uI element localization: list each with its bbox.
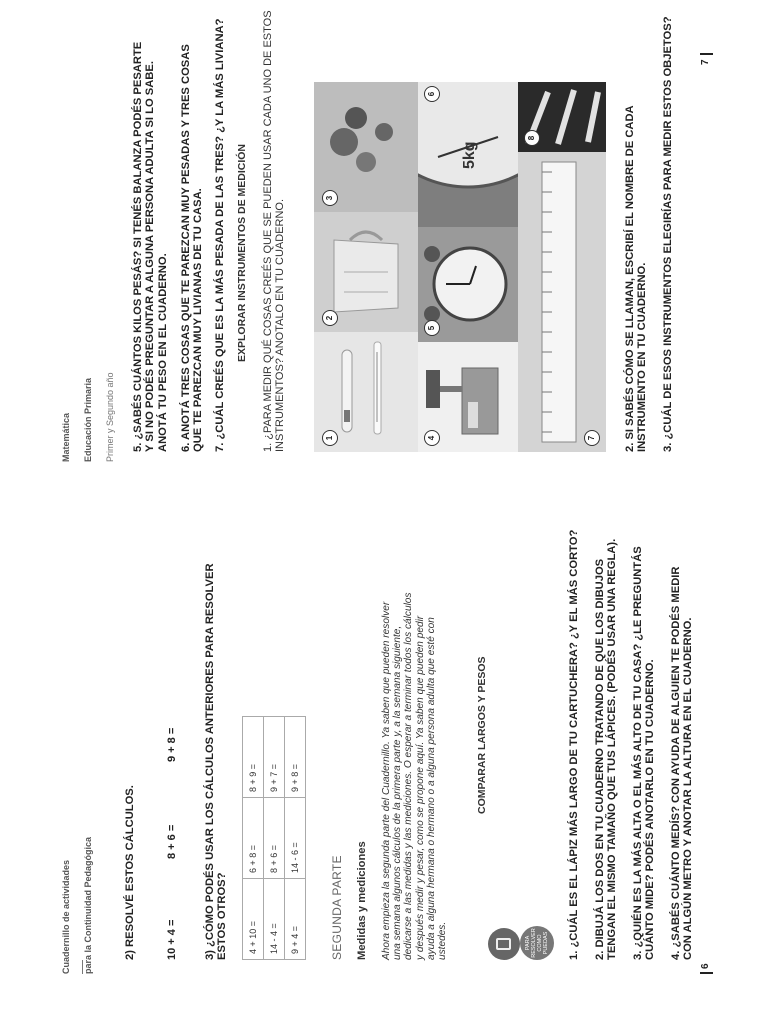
comparar-heading: COMPARAR LARGOS Y PESOS bbox=[476, 656, 488, 814]
intro-paragraph: Ahora empieza la segunda parte del Cuadernillo. Ya saben que pueden resolver una semana algunos cálculos de la primera parte y, a la semana siguiente, dedicarse a las medidas y las mediciones. O esperar a terminar todos los cálculos y después medir y pesar, como se propone aquí. Ya saben que pueden pedir ayuda a alguna hermana o hermano o a alguna persona adulta que esté con ustedes. bbox=[381, 592, 449, 960]
header-line-2: para la Continuidad Pedagógica bbox=[83, 836, 93, 974]
question-1: 1. ¿CUÁL ES EL LÁPIZ MÁS LARGO DE TU CARTUCHERA? ¿Y EL MÁS CORTO? bbox=[568, 529, 580, 960]
page-number: 6 bbox=[700, 963, 711, 969]
section-heading-segunda-parte: SEGUNDA PARTE bbox=[330, 855, 344, 960]
grid-cell: 6 + 8 = bbox=[243, 798, 264, 879]
grid-cell: 9 + 4 = bbox=[285, 879, 306, 960]
photo-ruler bbox=[518, 152, 606, 452]
grid-cell: 8 + 6 = bbox=[264, 798, 285, 879]
explorar-question-3: 3. ¿CUÁL DE ESOS INSTRUMENTOS ELEGIRÍAS PARA MEDIR ESTOS OBJETOS? bbox=[662, 16, 674, 452]
question-2: 2. DIBUJÁ LOS DOS EN TU CUADERNO TRATANDO DE QUE LOS DIBUJOS TENGAN EL MISMO TAMAÑO QUE TUS LÁPICES. (PODÉS USAR UNA REGLA). bbox=[594, 538, 619, 960]
photo-number-7: 7 bbox=[584, 430, 600, 446]
notebook-icon bbox=[488, 928, 520, 960]
header-line-3: Primer y Segundo año bbox=[105, 372, 115, 462]
grid-cell: 14 - 6 = bbox=[285, 798, 306, 879]
grid-cell: 9 + 7 = bbox=[264, 717, 285, 798]
explorar-question-2: 2. SI SABÉS CÓMO SE LLAMAN, ESCRIBÍ EL NOMBRE DE CADA INSTRUMENTO EN TU CUADERNO. bbox=[624, 105, 649, 452]
photo-number-1: 1 bbox=[322, 430, 338, 446]
para-resolver-badge bbox=[520, 926, 554, 960]
header-line-1: Cuadernillo de actividades bbox=[61, 859, 71, 974]
scale-dial-image bbox=[418, 82, 518, 227]
exercise-3-title: 3) ¿CÓMO PODÉS USAR LOS CÁLCULOS ANTERIORES PARA RESOLVER ESTOS OTROS? bbox=[204, 563, 229, 960]
grid-cell: 8 + 9 = bbox=[243, 717, 264, 798]
page-number: 7 bbox=[700, 59, 711, 65]
left-page-header bbox=[50, 837, 105, 974]
left-page bbox=[0, 512, 768, 1024]
grid-row bbox=[285, 717, 306, 960]
ruler-image bbox=[518, 152, 606, 452]
grid-row bbox=[243, 717, 264, 960]
photo-number-3: 3 bbox=[322, 190, 338, 206]
scale-dial-label: 5kg bbox=[461, 141, 478, 169]
calc-grid bbox=[242, 716, 306, 960]
photo-scale-dial bbox=[418, 82, 518, 227]
question-4: 4. ¿SABÉS CUÁNTO MEDÍS? CON AYUDA DE ALGUIEN TE PODÉS MEDIR CON ALGÚN METRO Y ANOTAR LA ALTURA EN EL CUADERNO. bbox=[670, 566, 695, 960]
photo-number-2: 2 bbox=[322, 310, 338, 326]
grid-cell: 4 + 10 = bbox=[243, 879, 264, 960]
question-5: 5. ¿SABÉS CUÁNTOS KILOS PESÁS? SI TENÉS BALANZA PODÉS PESARTE Y SI NO PODÉS PREGUNTAR A ALGUNA PERSONA ADULTA SI LO SABE. ANOTÁ TU PESO EN EL CUADERNO. bbox=[132, 41, 169, 452]
right-page-header bbox=[50, 372, 127, 462]
photo-number-5: 5 bbox=[424, 320, 440, 336]
question-7: 7. ¿CUÁL CREÉS QUE ES LA MÁS PESADA DE LAS TRES? ¿Y LA MÁS LIVIANA? bbox=[214, 18, 226, 452]
grid-row bbox=[264, 717, 285, 960]
grid-cell: 14 - 4 = bbox=[264, 879, 285, 960]
exercise-2-title: 2) RESOLVÉ ESTOS CÁLCULOS. bbox=[124, 785, 136, 960]
badge-label: PARA RESOLVER COMO PUEDAS bbox=[525, 928, 549, 958]
page-number-bar bbox=[700, 53, 713, 55]
photo-number-4: 4 bbox=[424, 430, 440, 446]
photo-number-6: 6 bbox=[424, 86, 440, 102]
subsection-heading: Medidas y mediciones bbox=[356, 841, 368, 960]
photo-number-8: 8 bbox=[524, 130, 540, 146]
header-line-2: Educación Primaria bbox=[83, 377, 93, 462]
header-line-1: Matemática bbox=[61, 412, 71, 462]
explorar-heading: EXPLORAR INSTRUMENTOS DE MEDICIÓN bbox=[236, 144, 248, 362]
page-number-bar bbox=[700, 972, 713, 974]
explorar-question-1: 1. ¿PARA MEDIR QUÉ COSAS CREÉS QUE SE PUEDEN USAR CADA UNO DE ESTOS INSTRUMENTOS? ANOTALO EN TU CUADERNO. bbox=[262, 10, 287, 452]
question-6: 6. ANOTÁ TRES COSAS QUE TE PAREZCAN MUY PESADAS Y TRES COSAS QUE TE PAREZCAN MUY LIVIANAS DE TU CASA. bbox=[180, 44, 205, 452]
header-divider bbox=[82, 960, 83, 974]
grid-cell: 9 + 8 = bbox=[285, 717, 306, 798]
question-3: 3. ¿QUIÉN ES LA MÁS ALTA O EL MÁS ALTO DE TU CASA? ¿LE PREGUNTÁS CUÁNTO MIDE? PODÉS ANOTARLO EN TU CUADERNO. bbox=[632, 546, 657, 960]
instrument-photo-collage bbox=[314, 82, 606, 452]
calc-2: 8 + 6 = bbox=[166, 824, 178, 859]
calc-3: 9 + 8 = bbox=[166, 727, 178, 762]
calc-1: 10 + 4 = bbox=[166, 919, 178, 960]
